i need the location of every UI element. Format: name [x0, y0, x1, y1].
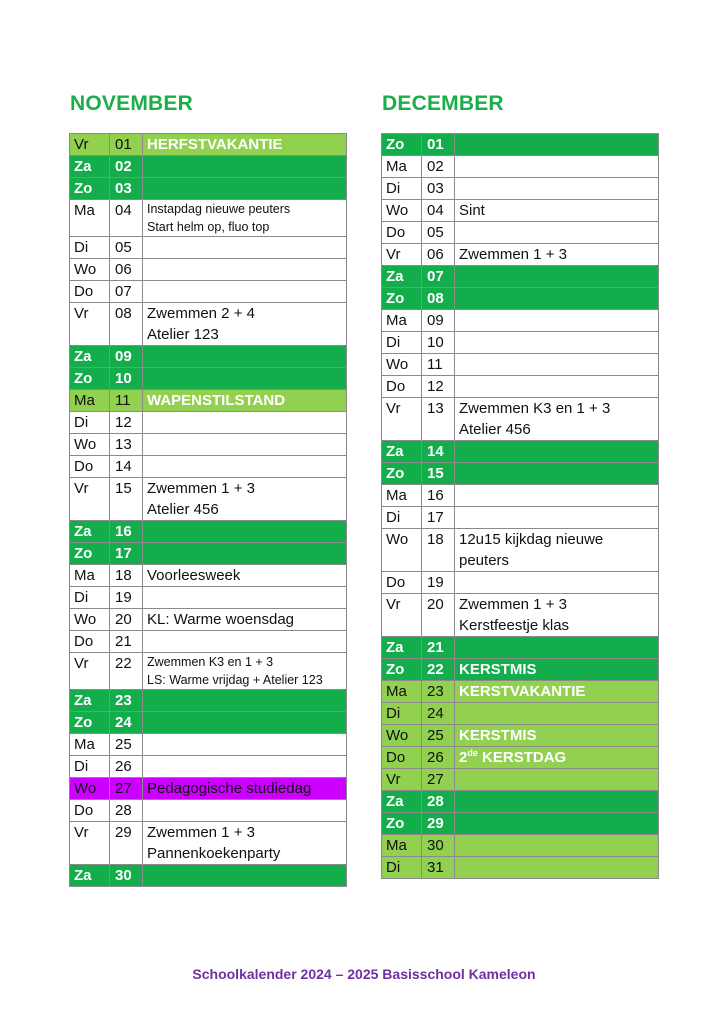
event-line: Zwemmen 2 + 4	[147, 305, 255, 322]
weekday-cell: Do	[382, 376, 422, 398]
calendar-row	[70, 237, 347, 259]
date-number-cell: 07	[422, 266, 455, 288]
event-cell	[143, 281, 347, 303]
weekday-cell: Za	[382, 266, 422, 288]
calendar-row	[382, 178, 659, 200]
event-cell	[455, 266, 659, 288]
date-number-cell: 02	[422, 156, 455, 178]
event-line: Kerstfeestje klas	[459, 617, 570, 634]
date-number-cell: 17	[110, 543, 143, 565]
calendar-row	[70, 865, 347, 887]
event-cell	[143, 478, 347, 521]
date-number-cell: 22	[110, 653, 143, 690]
event-cell	[143, 434, 347, 456]
weekday-cell: Ma	[382, 156, 422, 178]
event-cell	[455, 310, 659, 332]
calendar-row	[70, 178, 347, 200]
calendar-row	[70, 390, 347, 412]
calendar-row	[382, 791, 659, 813]
calendar-row	[382, 310, 659, 332]
date-number-cell: 24	[110, 712, 143, 734]
event-cell	[455, 725, 659, 747]
weekday-cell: Zo	[382, 463, 422, 485]
calendar-row	[70, 368, 347, 390]
event-cell	[455, 156, 659, 178]
event-cell	[455, 835, 659, 857]
event-cell	[143, 631, 347, 653]
event-line: Zwemmen K3 en 1 + 3	[147, 655, 274, 669]
weekday-cell: Wo	[70, 434, 110, 456]
event-cell	[455, 222, 659, 244]
date-number-cell: 16	[110, 521, 143, 543]
calendar-row	[382, 703, 659, 725]
weekday-cell: Di	[70, 237, 110, 259]
calendar-row	[70, 565, 347, 587]
event-cell	[455, 857, 659, 879]
event-line: KERSTMIS	[459, 661, 537, 678]
event-line: HERFSTVAKANTIE	[147, 136, 283, 153]
event-cell	[143, 565, 347, 587]
calendar-row	[70, 631, 347, 653]
calendar-row	[382, 659, 659, 681]
event-line: Atelier 456	[459, 421, 531, 438]
weekday-cell: Di	[70, 756, 110, 778]
calendar-row	[382, 637, 659, 659]
weekday-cell: Wo	[382, 529, 422, 572]
weekday-cell: Za	[70, 521, 110, 543]
event-text-part: 2	[459, 749, 468, 766]
event-cell	[143, 865, 347, 887]
calendar-row	[70, 543, 347, 565]
calendar-row	[382, 681, 659, 703]
event-cell	[455, 332, 659, 354]
weekday-cell: Za	[70, 346, 110, 368]
event-cell	[143, 200, 347, 237]
november-calendar-table	[69, 133, 347, 887]
calendar-row	[382, 244, 659, 266]
weekday-cell: Ma	[382, 835, 422, 857]
event-cell	[143, 346, 347, 368]
event-line: Zwemmen 1 + 3	[147, 480, 255, 497]
event-cell	[455, 354, 659, 376]
event-line	[459, 747, 654, 768]
date-number-cell: 03	[110, 178, 143, 200]
date-number-cell: 26	[110, 756, 143, 778]
weekday-cell: Zo	[382, 288, 422, 310]
date-number-cell: 15	[110, 478, 143, 521]
calendar-row	[382, 747, 659, 769]
event-cell	[455, 791, 659, 813]
weekday-cell: Vr	[70, 134, 110, 156]
calendar-row	[382, 134, 659, 156]
date-number-cell: 04	[110, 200, 143, 237]
date-number-cell: 20	[110, 609, 143, 631]
calendar-row	[70, 734, 347, 756]
calendar-row	[382, 441, 659, 463]
calendar-row	[382, 200, 659, 222]
calendar-row	[70, 434, 347, 456]
calendar-row	[382, 572, 659, 594]
calendar-row	[70, 281, 347, 303]
date-number-cell: 09	[110, 346, 143, 368]
date-number-cell: 21	[422, 637, 455, 659]
event-line: WAPENSTILSTAND	[147, 392, 286, 409]
calendar-row	[70, 690, 347, 712]
calendar-row	[70, 259, 347, 281]
weekday-cell: Do	[70, 631, 110, 653]
event-cell	[455, 376, 659, 398]
calendar-row	[70, 134, 347, 156]
date-number-cell: 23	[422, 681, 455, 703]
date-number-cell: 25	[110, 734, 143, 756]
calendar-row	[70, 609, 347, 631]
weekday-cell: Ma	[70, 734, 110, 756]
weekday-cell: Wo	[382, 725, 422, 747]
event-cell	[143, 653, 347, 690]
date-number-cell: 25	[422, 725, 455, 747]
date-number-cell: 12	[422, 376, 455, 398]
weekday-cell: Vr	[382, 769, 422, 791]
event-cell	[455, 681, 659, 703]
date-number-cell: 13	[110, 434, 143, 456]
date-number-cell: 29	[422, 813, 455, 835]
date-number-cell: 27	[422, 769, 455, 791]
date-number-cell: 18	[422, 529, 455, 572]
calendar-row	[382, 156, 659, 178]
event-cell	[143, 259, 347, 281]
date-number-cell: 11	[422, 354, 455, 376]
event-cell	[455, 637, 659, 659]
calendar-row	[70, 587, 347, 609]
date-number-cell: 31	[422, 857, 455, 879]
calendar-row	[70, 303, 347, 346]
date-number-cell: 21	[110, 631, 143, 653]
calendar-row	[382, 725, 659, 747]
event-line: Pannenkoekenparty	[147, 845, 281, 862]
date-number-cell: 23	[110, 690, 143, 712]
calendar-row	[70, 756, 347, 778]
weekday-cell: Wo	[70, 609, 110, 631]
event-cell	[455, 747, 659, 769]
weekday-cell: Do	[382, 222, 422, 244]
date-number-cell: 06	[422, 244, 455, 266]
calendar-row	[70, 478, 347, 521]
weekday-cell: Wo	[382, 354, 422, 376]
calendar-row	[70, 156, 347, 178]
event-cell	[143, 587, 347, 609]
date-number-cell: 14	[422, 441, 455, 463]
event-cell	[143, 456, 347, 478]
event-line: Zwemmen 1 + 3	[459, 596, 567, 613]
date-number-cell: 20	[422, 594, 455, 637]
calendar-row	[382, 594, 659, 637]
calendar-row	[382, 288, 659, 310]
event-line: peuters	[459, 552, 510, 569]
event-cell	[455, 178, 659, 200]
event-cell	[143, 690, 347, 712]
date-number-cell: 04	[422, 200, 455, 222]
event-line: Voorleesweek	[147, 567, 241, 584]
event-cell	[455, 441, 659, 463]
weekday-cell: Di	[382, 178, 422, 200]
event-line: Zwemmen 1 + 3	[459, 246, 567, 263]
weekday-cell: Za	[382, 441, 422, 463]
weekday-cell: Za	[70, 156, 110, 178]
weekday-cell: Ma	[70, 565, 110, 587]
event-cell	[143, 712, 347, 734]
date-number-cell: 05	[422, 222, 455, 244]
date-number-cell: 18	[110, 565, 143, 587]
weekday-cell: Di	[382, 507, 422, 529]
calendar-row	[382, 266, 659, 288]
event-line: 12u15 kijkdag nieuwe	[459, 531, 604, 548]
date-number-cell: 17	[422, 507, 455, 529]
event-line: Atelier 123	[147, 326, 219, 343]
calendar-row	[382, 332, 659, 354]
weekday-cell: Ma	[382, 485, 422, 507]
calendar-row	[382, 222, 659, 244]
event-line: Instapdag nieuwe peuters	[147, 202, 291, 216]
event-cell	[143, 543, 347, 565]
weekday-cell: Ma	[382, 681, 422, 703]
weekday-cell: Za	[382, 637, 422, 659]
date-number-cell: 30	[110, 865, 143, 887]
event-line: KERSTVAKANTIE	[459, 683, 586, 700]
event-cell	[455, 463, 659, 485]
weekday-cell: Vr	[382, 244, 422, 266]
date-number-cell: 24	[422, 703, 455, 725]
event-line: Sint	[459, 202, 485, 219]
date-number-cell: 15	[422, 463, 455, 485]
weekday-cell: Za	[382, 791, 422, 813]
event-cell	[143, 822, 347, 865]
event-cell	[143, 609, 347, 631]
calendar-row	[382, 376, 659, 398]
calendar-row	[382, 354, 659, 376]
weekday-cell: Wo	[70, 778, 110, 800]
calendar-row	[70, 712, 347, 734]
calendar-row	[382, 813, 659, 835]
calendar-row	[382, 529, 659, 572]
date-number-cell: 01	[110, 134, 143, 156]
calendar-row	[382, 857, 659, 879]
month-title-november: NOVEMBER	[70, 92, 193, 115]
calendar-row	[70, 778, 347, 800]
weekday-cell: Do	[70, 281, 110, 303]
event-cell	[455, 769, 659, 791]
date-number-cell: 01	[422, 134, 455, 156]
event-cell	[455, 200, 659, 222]
calendar-row	[382, 463, 659, 485]
event-cell	[455, 288, 659, 310]
date-number-cell: 06	[110, 259, 143, 281]
weekday-cell: Do	[382, 572, 422, 594]
calendar-row	[70, 521, 347, 543]
event-cell	[143, 390, 347, 412]
weekday-cell: Ma	[70, 390, 110, 412]
weekday-cell: Zo	[70, 543, 110, 565]
december-calendar-table	[381, 133, 659, 879]
event-cell	[143, 521, 347, 543]
date-number-cell: 19	[110, 587, 143, 609]
date-number-cell: 30	[422, 835, 455, 857]
weekday-cell: Di	[70, 587, 110, 609]
weekday-cell: Ma	[382, 310, 422, 332]
weekday-cell: Do	[70, 800, 110, 822]
weekday-cell: Zo	[70, 178, 110, 200]
date-number-cell: 03	[422, 178, 455, 200]
date-number-cell: 27	[110, 778, 143, 800]
date-number-cell: 29	[110, 822, 143, 865]
event-cell	[455, 134, 659, 156]
date-number-cell: 10	[110, 368, 143, 390]
weekday-cell: Wo	[382, 200, 422, 222]
date-number-cell: 28	[110, 800, 143, 822]
event-cell	[143, 303, 347, 346]
date-number-cell: 16	[422, 485, 455, 507]
calendar-row	[70, 800, 347, 822]
calendar-row	[382, 507, 659, 529]
event-cell	[455, 485, 659, 507]
event-line: Start helm op, fluo top	[147, 220, 270, 234]
calendar-row	[70, 456, 347, 478]
calendar-row	[70, 822, 347, 865]
event-cell	[143, 778, 347, 800]
weekday-cell: Vr	[382, 398, 422, 441]
date-number-cell: 08	[110, 303, 143, 346]
date-number-cell: 09	[422, 310, 455, 332]
calendar-row	[70, 200, 347, 237]
date-number-cell: 13	[422, 398, 455, 441]
event-superscript: de	[467, 748, 478, 758]
weekday-cell: Vr	[70, 303, 110, 346]
event-cell	[143, 178, 347, 200]
weekday-cell: Wo	[70, 259, 110, 281]
weekday-cell: Do	[382, 747, 422, 769]
event-line: Pedagogische studiedag	[147, 780, 312, 797]
weekday-cell: Di	[70, 412, 110, 434]
date-number-cell: 12	[110, 412, 143, 434]
weekday-cell: Di	[382, 703, 422, 725]
calendar-row	[382, 398, 659, 441]
event-cell	[143, 800, 347, 822]
event-line: Zwemmen K3 en 1 + 3	[459, 400, 611, 417]
event-line: Zwemmen 1 + 3	[147, 824, 255, 841]
calendar-row	[382, 769, 659, 791]
weekday-cell: Za	[70, 865, 110, 887]
event-cell	[143, 734, 347, 756]
event-line: Atelier 456	[147, 501, 219, 518]
event-cell	[143, 368, 347, 390]
month-title-december: DECEMBER	[382, 92, 504, 115]
event-cell	[143, 237, 347, 259]
event-cell	[455, 398, 659, 441]
event-line: LS: Warme vrijdag + Atelier 123	[147, 673, 323, 687]
event-line: KERSTMIS	[459, 727, 537, 744]
weekday-cell: Vr	[70, 653, 110, 690]
weekday-cell: Zo	[382, 134, 422, 156]
weekday-cell: Vr	[382, 594, 422, 637]
date-number-cell: 08	[422, 288, 455, 310]
date-number-cell: 28	[422, 791, 455, 813]
event-cell	[455, 813, 659, 835]
date-number-cell: 05	[110, 237, 143, 259]
date-number-cell: 02	[110, 156, 143, 178]
weekday-cell: Zo	[70, 712, 110, 734]
calendar-row	[70, 412, 347, 434]
date-number-cell: 19	[422, 572, 455, 594]
date-number-cell: 11	[110, 390, 143, 412]
weekday-cell: Ma	[70, 200, 110, 237]
event-text-part: KERSTDAG	[477, 749, 567, 766]
calendar-row	[70, 653, 347, 690]
date-number-cell: 10	[422, 332, 455, 354]
event-cell	[455, 572, 659, 594]
weekday-cell: Vr	[70, 822, 110, 865]
date-number-cell: 26	[422, 747, 455, 769]
weekday-cell: Di	[382, 857, 422, 879]
event-cell	[143, 156, 347, 178]
event-cell	[143, 134, 347, 156]
date-number-cell: 14	[110, 456, 143, 478]
calendar-row	[382, 835, 659, 857]
calendar-row	[70, 346, 347, 368]
event-cell	[143, 756, 347, 778]
date-number-cell: 22	[422, 659, 455, 681]
event-cell	[455, 594, 659, 637]
weekday-cell: Zo	[70, 368, 110, 390]
weekday-cell: Za	[70, 690, 110, 712]
event-cell	[455, 529, 659, 572]
event-cell	[143, 412, 347, 434]
weekday-cell: Zo	[382, 659, 422, 681]
event-cell	[455, 703, 659, 725]
calendar-row	[382, 485, 659, 507]
weekday-cell: Vr	[70, 478, 110, 521]
event-cell	[455, 659, 659, 681]
event-line: KL: Warme woensdag	[147, 611, 295, 628]
event-cell	[455, 244, 659, 266]
date-number-cell: 07	[110, 281, 143, 303]
weekday-cell: Do	[70, 456, 110, 478]
event-cell	[455, 507, 659, 529]
weekday-cell: Zo	[382, 813, 422, 835]
weekday-cell: Di	[382, 332, 422, 354]
page-footer: Schoolkalender 2024 – 2025 Basisschool Kameleon	[192, 966, 536, 982]
